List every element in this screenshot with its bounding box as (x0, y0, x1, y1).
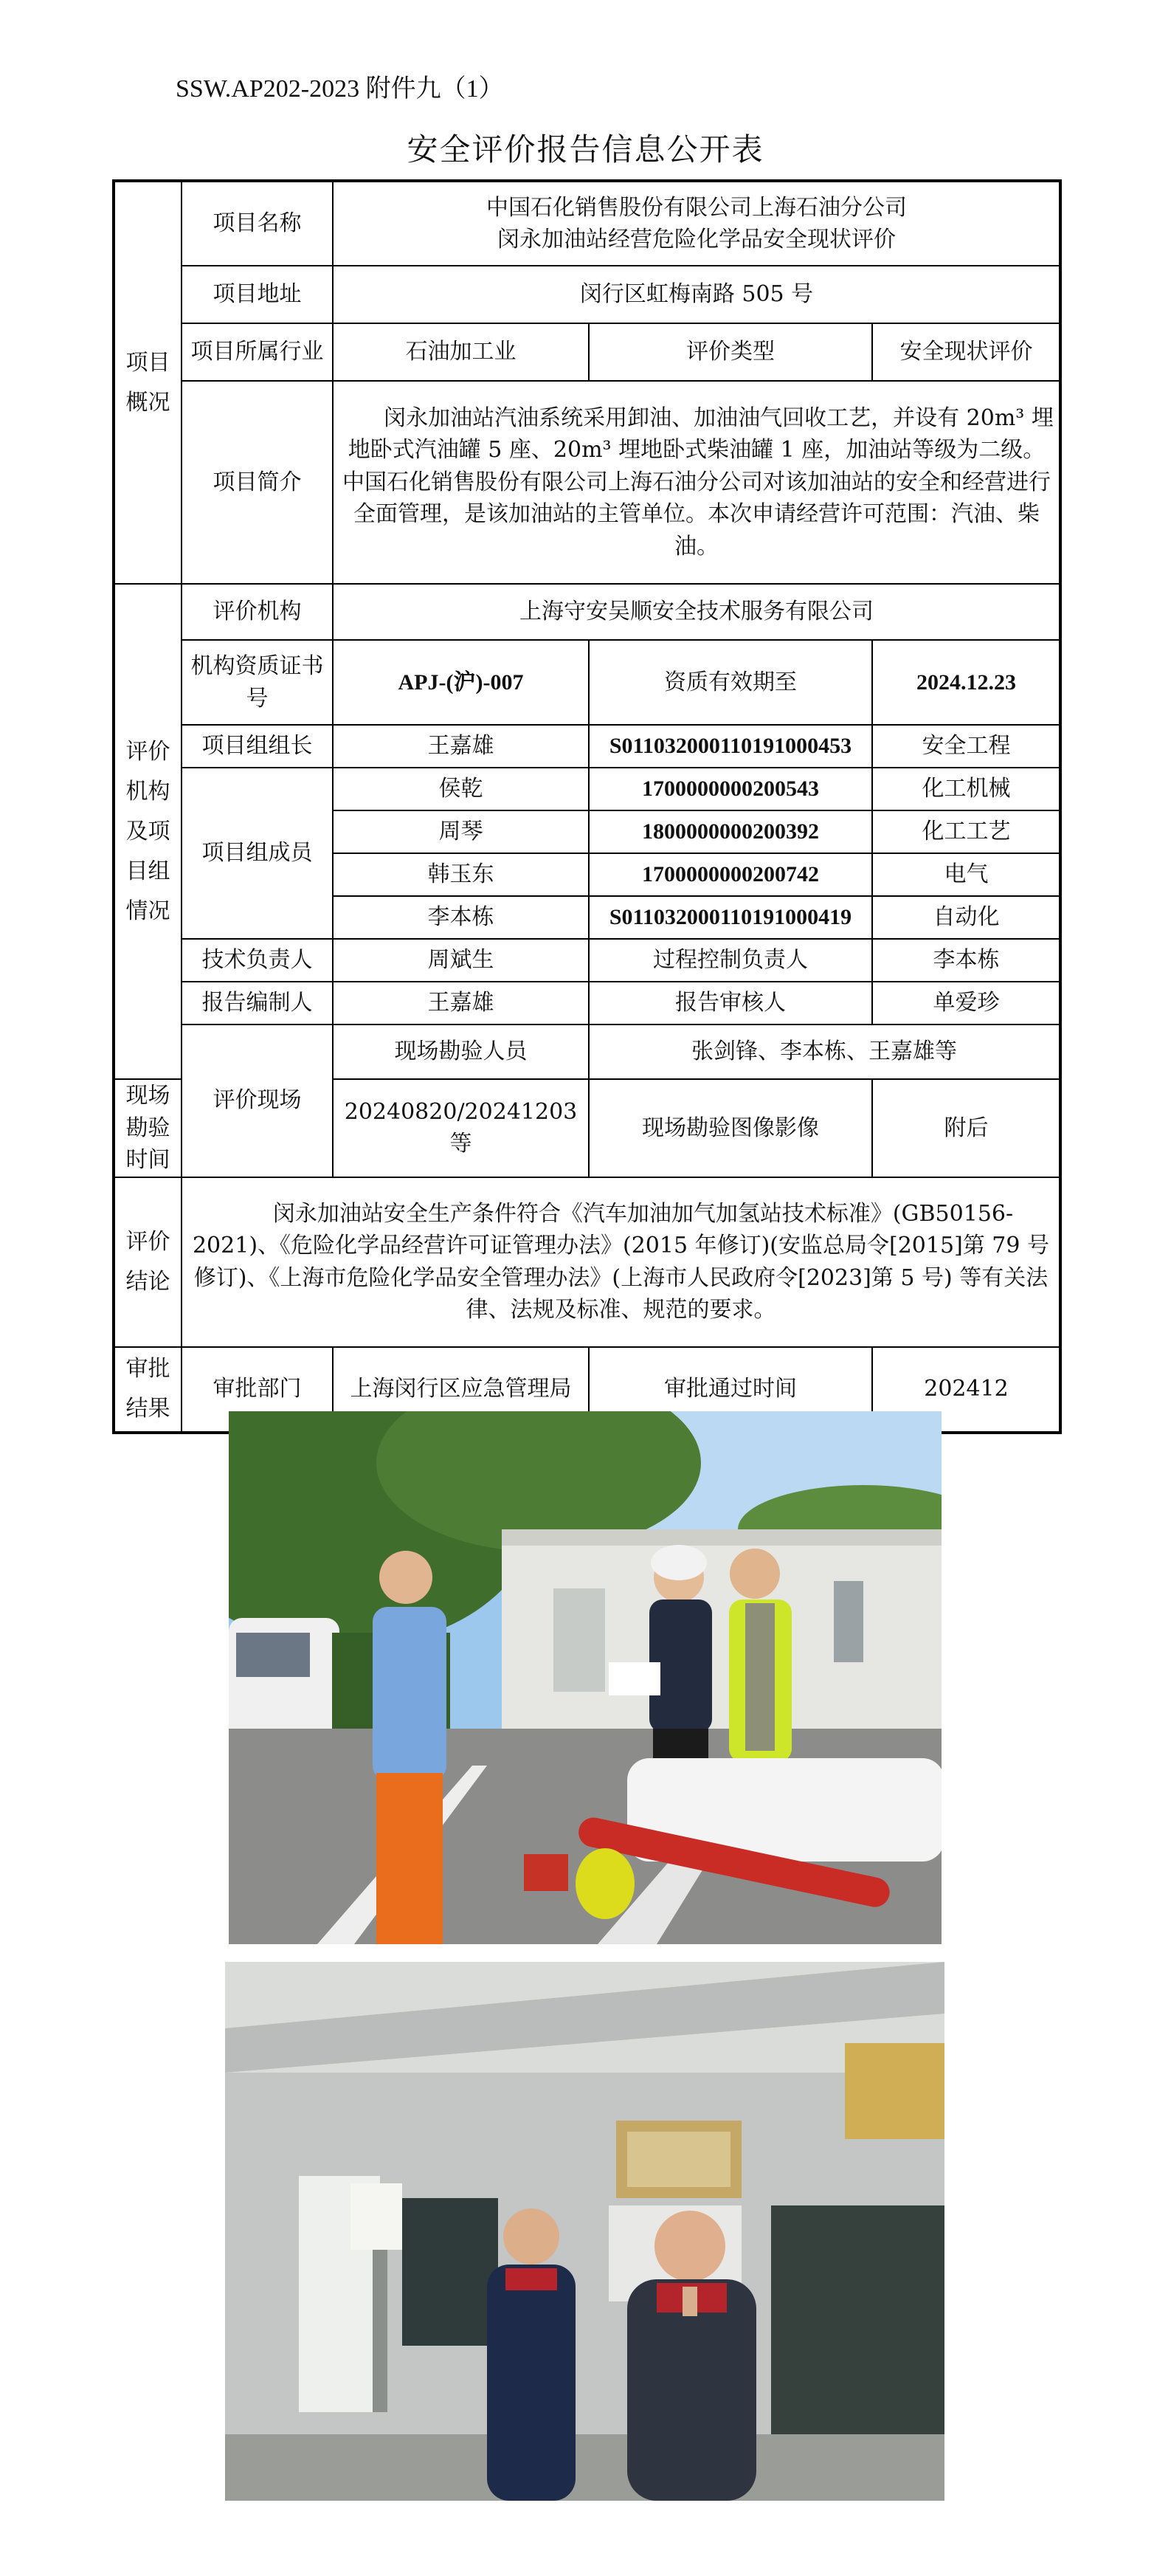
leader-name: 王嘉雄 (333, 725, 589, 768)
info-disclosure-table (112, 179, 1062, 1434)
approval-dept-label: 审批部门 (182, 1347, 333, 1433)
table-row (114, 939, 1060, 982)
project-intro: 闵永加油站汽油系统采用卸油、加油油气回收工艺，并设有 20m³ 埋地卧式汽油罐 5 座、20m³ 埋地卧式柴油罐 1 座，加油站等级为二级。中国石化销售股份有限公司上海石油分公司对该加油站的安全和经营进行全面管理，是该加油站的主管单位。本次申请经营许可范围：汽油、柴油。 (333, 381, 1060, 584)
inspection-images-label: 现场勘验图像影像 (589, 1079, 872, 1177)
table-row (114, 982, 1060, 1024)
member-name: 韩玉东 (333, 853, 589, 896)
document-title: 安全评价报告信息公开表 (407, 131, 764, 168)
inspection-images: 附后 (872, 1079, 1060, 1177)
document-code: SSW.AP202-2023 附件九（1） (176, 75, 504, 103)
table-row (114, 1024, 1060, 1079)
approval-dept: 上海闵行区应急管理局 (333, 1347, 589, 1433)
table-row (114, 640, 1060, 725)
cert-label: 机构资质证书号 (182, 640, 333, 725)
author-label: 报告编制人 (182, 982, 333, 1024)
tech-lead-label: 技术负责人 (182, 939, 333, 982)
org-label: 评价机构 (182, 584, 333, 640)
member-field: 电气 (872, 853, 1060, 896)
members-label: 项目组成员 (182, 768, 333, 939)
member-name: 周琴 (333, 810, 589, 853)
site-photo-staff (225, 1962, 944, 2501)
section-conclusion: 评价结论 (114, 1177, 182, 1347)
cert-number: APJ-(沪)-007 (333, 640, 589, 725)
section-agency: 评价机构及项目组情况 (114, 584, 182, 1079)
member-cert: 1700000000200742 (589, 853, 872, 896)
table-row (114, 266, 1060, 323)
table-row (114, 1177, 1060, 1347)
project-address-label: 项目地址 (182, 266, 333, 323)
section-approval: 审批结果 (114, 1347, 182, 1433)
eval-type-value: 安全现状评价 (872, 323, 1060, 381)
approval-time-label: 审批通过时间 (589, 1347, 872, 1433)
inspection-time: 20240820/20241203 等 (333, 1079, 589, 1177)
member-name: 侯乾 (333, 768, 589, 810)
reviewer: 单爱珍 (872, 982, 1060, 1024)
leader-field: 安全工程 (872, 725, 1060, 768)
process-lead-label: 过程控制负责人 (589, 939, 872, 982)
table-row (114, 323, 1060, 381)
member-name: 李本栋 (333, 896, 589, 939)
industry-label: 项目所属行业 (182, 323, 333, 381)
project-address: 闵行区虹梅南路 505 号 (333, 266, 1060, 323)
inspectors: 张剑锋、李本栋、王嘉雄等 (589, 1024, 1060, 1079)
section-overview: 项目概况 (114, 181, 182, 584)
eval-type-label: 评价类型 (589, 323, 872, 381)
valid-label: 资质有效期至 (589, 640, 872, 725)
project-name: 中国石化销售股份有限公司上海石油分公司 闵永加油站经营危险化学品安全现状评价 (333, 181, 1060, 266)
table-row (114, 584, 1060, 640)
table-row (114, 181, 1060, 266)
leader-label: 项目组组长 (182, 725, 333, 768)
conclusion-text: 闵永加油站安全生产条件符合《汽车加油加气加氢站技术标准》(GB50156-2021)、《危险化学品经营许可证管理办法》(2015 年修订)(安监总局令[2015]第 79 号修订)、《上海市危险化学品安全管理办法》(上海市人民政府令[2023]第 5 号) 等有关法律、法规及标准、规范的要求。 (182, 1177, 1060, 1347)
section-site: 评价现场 (182, 1024, 333, 1177)
member-cert: 1700000000200543 (589, 768, 872, 810)
industry-value: 石油加工业 (333, 323, 589, 381)
table-row (114, 381, 1060, 584)
leader-cert: S011032000110191000453 (589, 725, 872, 768)
table-row (114, 768, 1060, 810)
tech-lead: 周斌生 (333, 939, 589, 982)
inspectors-label: 现场勘验人员 (333, 1024, 589, 1079)
reviewer-label: 报告审核人 (589, 982, 872, 1024)
member-cert: 1800000000200392 (589, 810, 872, 853)
member-field: 化工机械 (872, 768, 1060, 810)
member-field: 化工工艺 (872, 810, 1060, 853)
valid-until: 2024.12.23 (872, 640, 1060, 725)
member-field: 自动化 (872, 896, 1060, 939)
project-name-label: 项目名称 (182, 181, 333, 266)
process-lead: 李本栋 (872, 939, 1060, 982)
table-row (114, 725, 1060, 768)
site-photo-inspection (229, 1411, 942, 1944)
inspection-time-label: 现场勘验时间 (114, 1079, 182, 1177)
project-intro-label: 项目简介 (182, 381, 333, 584)
member-cert: S011032000110191000419 (589, 896, 872, 939)
author: 王嘉雄 (333, 982, 589, 1024)
approval-time: 202412 (872, 1347, 1060, 1433)
org-name: 上海守安吴顺安全技术服务有限公司 (333, 584, 1060, 640)
